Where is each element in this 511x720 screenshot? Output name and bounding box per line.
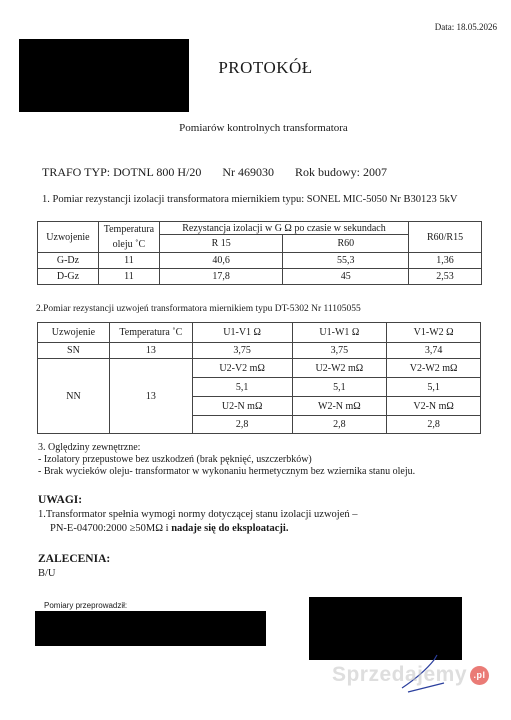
cell-nn-temp: 13 xyxy=(109,359,192,434)
header-u2v2: U2-V2 mΩ xyxy=(192,359,292,378)
header-r60: R60 xyxy=(283,235,409,253)
winding-resistance-table xyxy=(37,322,481,434)
uwagi-line2 xyxy=(38,522,358,536)
header-temperature: Temperatura oleju ˚C xyxy=(98,222,159,253)
cell-nn-label: NN xyxy=(38,359,110,434)
header-temperature: Temperatura ˚C xyxy=(109,323,192,343)
header-v1w2: V1-W2 Ω xyxy=(387,323,481,343)
cell-temp: 11 xyxy=(98,253,159,269)
header-u1w1: U1-W1 Ω xyxy=(292,323,387,343)
uwagi-conclusion: nadaje się do eksploatacji. xyxy=(171,523,289,534)
table-row-sn xyxy=(38,343,481,359)
cell-u2v2: 5,1 xyxy=(192,378,292,397)
header-ratio: R60/R15 xyxy=(409,222,482,253)
header-uzwojenie: Uzwojenie xyxy=(38,222,99,253)
cell-sn-u1v1: 3,75 xyxy=(192,343,292,359)
cell-uzwojenie: G-Dz xyxy=(38,253,99,269)
transformer-year: Rok budowy: 2007 xyxy=(295,165,388,179)
header-w2n: W2-N mΩ xyxy=(292,397,387,416)
section3-inspection xyxy=(38,442,415,478)
cell-w2n: 2,8 xyxy=(292,416,387,434)
uwagi-heading: UWAGI: xyxy=(38,494,83,506)
cell-sn-temp: 13 xyxy=(109,343,192,359)
watermark xyxy=(332,663,489,687)
document-date: Data: 18.05.2026 xyxy=(434,22,497,32)
transformer-number: Nr 469030 xyxy=(222,165,275,179)
header-uzwojenie: Uzwojenie xyxy=(38,323,110,343)
cell-r15: 17,8 xyxy=(159,269,283,285)
header-u1v1: U1-V1 Ω xyxy=(192,323,292,343)
cell-u2n: 2,8 xyxy=(192,416,292,434)
watermark-text: Sprzedajemy xyxy=(331,663,467,686)
cell-ratio: 2,53 xyxy=(409,269,482,285)
uwagi-text xyxy=(38,508,358,536)
uwagi-norm: PN-E-04700:2000 ≥50MΩ i xyxy=(50,523,172,534)
header-resistance: Rezystancja izolacji w G Ω po czasie w sekundach xyxy=(159,222,408,235)
table-row xyxy=(38,253,482,269)
page-subtitle: Pomiarów kontrolnych transformatora xyxy=(179,122,348,134)
header-u2n: U2-N mΩ xyxy=(192,397,292,416)
section3-line1: - Izolatory przepustowe bez uszkodzeń (brak pęknięć, uszczerbków) xyxy=(38,454,312,465)
cell-v2n: 2,8 xyxy=(387,416,481,434)
table-row xyxy=(38,269,482,285)
cell-uzwojenie: D-Gz xyxy=(38,269,99,285)
section3-line2: - Brak wycieków oleju- transformator w wykonaniu hermetycznym bez wziernika stanu oleju. xyxy=(38,466,416,477)
watermark-badge: .pl xyxy=(470,666,489,685)
cell-v2w2: 5,1 xyxy=(387,378,481,397)
cell-ratio: 1,36 xyxy=(409,253,482,269)
section2-heading: 2.Pomiar rezystancji uzwojeń transformatora miernikiem typu DT-5302 Nr 11105055 xyxy=(36,304,361,314)
header-v2w2: V2-W2 mΩ xyxy=(387,359,481,378)
page-title: PROTOKÓŁ xyxy=(218,58,313,77)
cell-r60: 45 xyxy=(283,269,409,285)
section3-heading: 3. Oględziny zewnętrzne: xyxy=(38,442,141,453)
zalecenia-heading: ZALECENIA: xyxy=(38,553,111,565)
section1-heading: 1. Pomiar rezystancji izolacji transformatora miernikiem typu: SONEL MIC-5050 Nr B30123 5kV xyxy=(42,194,458,205)
header-u2w2: U2-W2 mΩ xyxy=(292,359,387,378)
cell-sn-v1w2: 3,74 xyxy=(387,343,481,359)
header-r15: R 15 xyxy=(159,235,283,253)
cell-temp: 11 xyxy=(98,269,159,285)
header-v2n: V2-N mΩ xyxy=(387,397,481,416)
zalecenia-text: B/U xyxy=(38,568,56,579)
cell-r60: 55,3 xyxy=(283,253,409,269)
cell-sn-u1w1: 3,75 xyxy=(292,343,387,359)
insulation-resistance-table xyxy=(37,221,482,285)
transformer-info xyxy=(42,165,405,180)
cell-r15: 40,6 xyxy=(159,253,283,269)
uwagi-line1: 1.Transformator spełnia wymogi normy dotyczącej stanu izolacji uzwojeń – xyxy=(38,509,358,520)
cell-u2w2: 5,1 xyxy=(292,378,387,397)
transformer-type: TRAFO TYP: DOTNL 800 H/20 xyxy=(42,165,202,179)
cell-sn-label: SN xyxy=(38,343,110,359)
redacted-name-block xyxy=(35,611,266,646)
measured-by-label: Pomiary przeprowadził: xyxy=(44,601,128,610)
